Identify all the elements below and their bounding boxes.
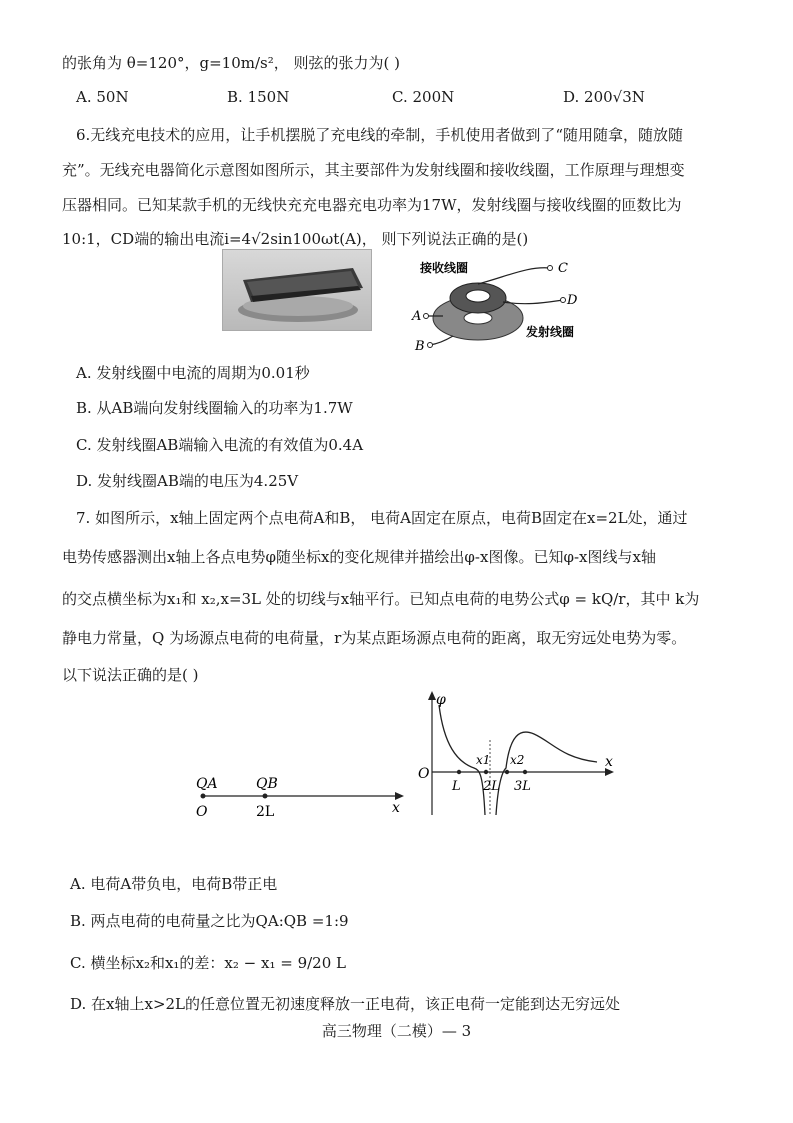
label-transmit-coil: 发射线圈 (526, 325, 575, 339)
q7-line-1: 7. 如图所示，x轴上固定两个点电荷A和B， 电荷A固定在原点，电荷B固定在x=2L处，通过 (76, 509, 688, 527)
q5-option-d: D. 200√3N (563, 88, 645, 106)
label-origin: O (196, 804, 208, 820)
q7-line-5: 以下说法正确的是( ) (62, 666, 199, 684)
q6-line-3: 压器相同。已知某款手机的无线快充充电器充电功率为17W，发射线圈与接收线圈的匝数比为 (62, 196, 682, 214)
phi-x-graph (412, 690, 622, 820)
terminal-b: B (415, 339, 425, 354)
q6-option-b: B. 从AB端向发射线圈输入的功率为1.7W (76, 399, 353, 417)
label-qa: QA (196, 776, 218, 792)
q6-option-d: D. 发射线圈AB端的电压为4.25V (76, 472, 299, 490)
q7-line-3: 的交点横坐标为x₁和 x₂,x=3L 处的切线与x轴平行。已知点电荷的电势公式φ = kQ/r，其中 k为 (62, 590, 700, 608)
q7-option-a: A. 电荷A带负电，电荷B带正电 (70, 875, 278, 893)
graph-label-2l: 2L (483, 779, 500, 794)
label-phi: φ (436, 692, 446, 708)
q7-line-4: 静电力常量，Q 为场源点电荷的电荷量，r为某点距场源点电荷的距离，取无穷远处电势为零。 (62, 629, 687, 647)
graph-origin: O (418, 766, 430, 782)
label-qb: QB (256, 776, 278, 792)
graph-label-3l: 3L (514, 779, 531, 794)
q5-stem-tail: 的张角为 θ=120°，g=10m/s²， 则弦的张力为( ) (62, 54, 400, 72)
q7-option-b: B. 两点电荷的电荷量之比为QA:QB =1:9 (70, 912, 349, 930)
q7-option-c: C. 横坐标x₂和x₁的差：x₂ − x₁ = 9/20 L (70, 954, 346, 972)
coil-diagram (408, 256, 593, 356)
graph-label-x: x (605, 754, 613, 770)
q6-line-2: 充”。无线充电器简化示意图如图所示，其主要部件为发射线圈和接收线圈，工作原理与理想变 (62, 161, 685, 179)
terminal-c: C (558, 261, 568, 276)
q7-option-d: D. 在x轴上x>2L的任意位置无初速度释放一正电荷，该正电荷一定能到达无穷远处 (70, 995, 621, 1013)
label-2l: 2L (256, 804, 275, 820)
graph-label-x2: x2 (510, 753, 525, 767)
graph-label-x1: x1 (476, 753, 491, 767)
terminal-d: D (567, 293, 578, 308)
q5-option-c: C. 200N (392, 88, 455, 106)
q7-line-2: 电势传感器测出x轴上各点电势φ随坐标x的变化规律并描绘出φ-x图像。已知φ-x图线与x轴 (62, 548, 656, 566)
q6-line-4: 10:1，CD端的输出电流i=4√2sin100ωt(A)， 则下列说法正确的是() (62, 230, 529, 248)
q6-line-1: 6.无线充电技术的应用，让手机摆脱了充电线的牵制，手机使用者做到了“随用随拿，随放随 (76, 126, 683, 144)
terminal-a: A (412, 309, 422, 324)
q5-option-b: B. 150N (227, 88, 290, 106)
charger-photo (222, 249, 372, 331)
page-footer: 高三物理（二模）— 3 (321, 1022, 472, 1040)
charges-axis-figure (190, 770, 410, 820)
q5-option-a: A. 50N (76, 88, 129, 106)
q6-option-a: A. 发射线圈中电流的周期为0.01秒 (76, 364, 310, 382)
q6-option-c: C. 发射线圈AB端输入电流的有效值为0.4A (76, 436, 364, 454)
label-receive-coil: 接收线圈 (420, 261, 469, 275)
graph-label-l: L (452, 779, 461, 794)
label-x-axis: x (392, 800, 400, 816)
